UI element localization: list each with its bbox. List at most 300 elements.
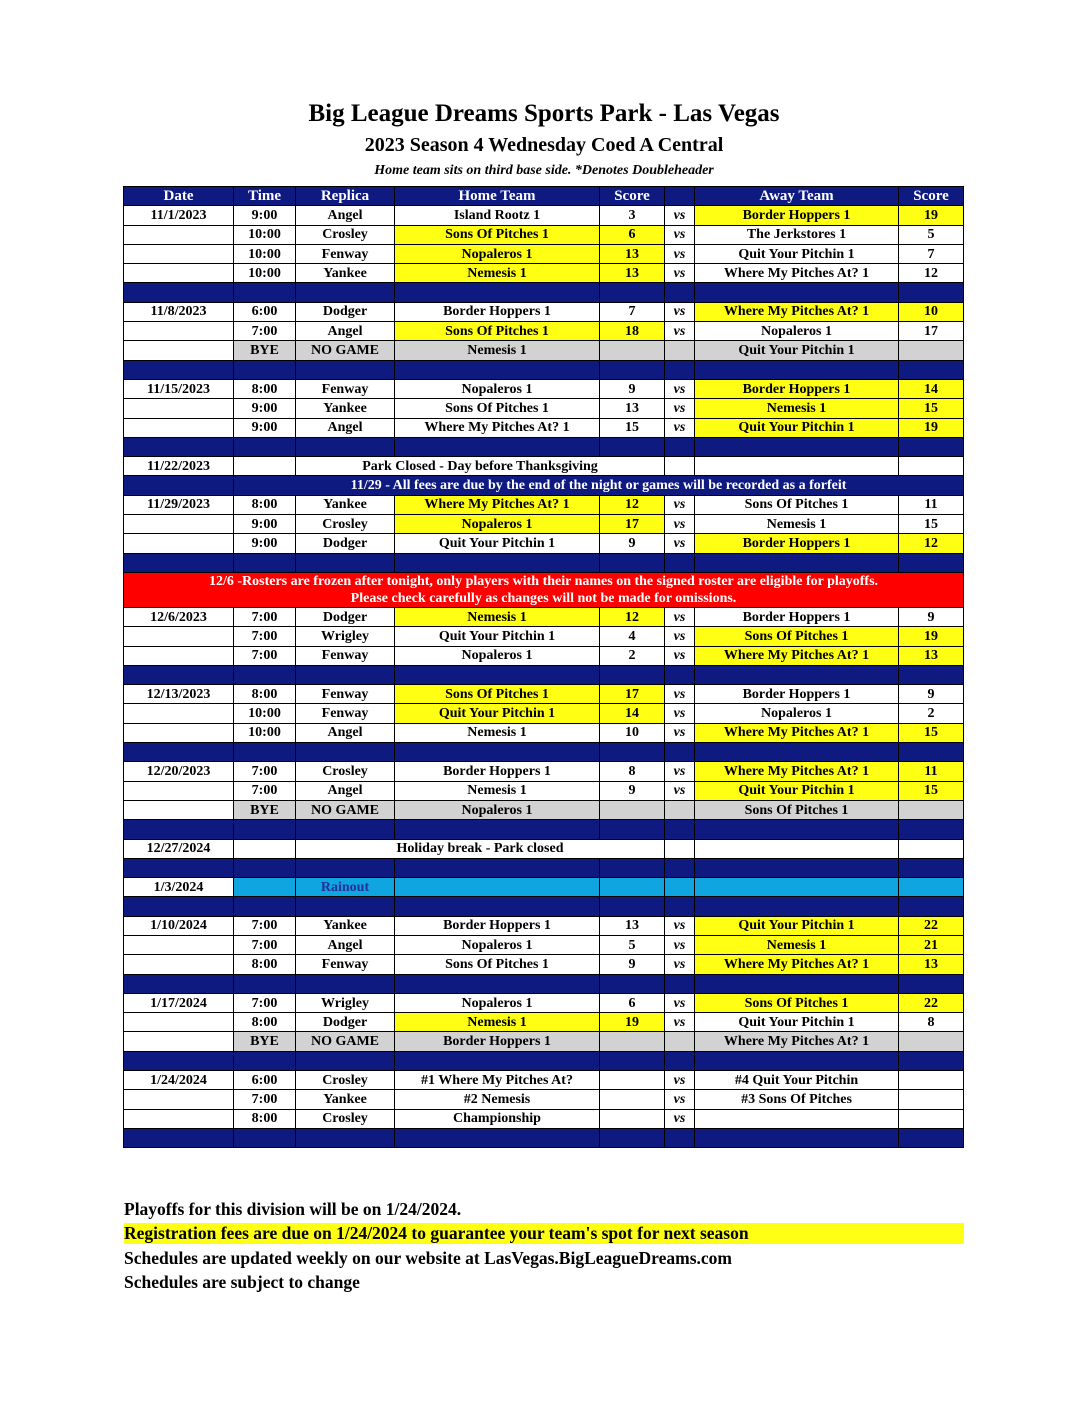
field-cell: Angel <box>296 935 395 954</box>
home-score-cell: 6 <box>600 225 665 244</box>
field-cell: Fenway <box>296 685 395 704</box>
home-team-cell: Nopaleros 1 <box>395 646 600 665</box>
vs-cell: vs <box>665 206 695 225</box>
game-row <box>124 993 964 1012</box>
separator-cell <box>234 665 296 684</box>
home-score-cell: 12 <box>600 495 665 514</box>
game-row <box>124 244 964 263</box>
separator-cell <box>124 665 234 684</box>
rainout-cell <box>600 878 665 897</box>
home-score-cell: 13 <box>600 916 665 935</box>
time-cell <box>234 839 296 858</box>
date-cell <box>124 1013 234 1032</box>
vs-cell: vs <box>665 379 695 398</box>
field-cell: Dodger <box>296 302 395 321</box>
game-row <box>124 781 964 800</box>
game-row <box>124 418 964 437</box>
home-score-cell: 9 <box>600 534 665 553</box>
col-vs-header <box>665 187 695 206</box>
separator-cell <box>899 1051 964 1070</box>
away-team-cell: Border Hoppers 1 <box>695 379 899 398</box>
away-score-cell: 2 <box>899 704 964 723</box>
field-cell: Angel <box>296 723 395 742</box>
rainout-cell <box>395 878 600 897</box>
separator-cell <box>899 360 964 379</box>
time-cell: 8:00 <box>234 1109 296 1128</box>
schedule-body <box>124 206 964 1148</box>
fees-notice-row <box>124 476 964 495</box>
vs-cell <box>665 839 695 858</box>
game-row <box>124 302 964 321</box>
home-team-cell: Border Hoppers 1 <box>395 302 600 321</box>
separator-cell <box>695 820 899 839</box>
home-team-cell: Nopaleros 1 <box>395 515 600 534</box>
home-score-cell: 19 <box>600 1013 665 1032</box>
week-separator-row <box>124 283 964 302</box>
separator-cell <box>124 858 234 877</box>
away-team-cell: #3 Sons Of Pitches <box>695 1090 899 1109</box>
home-score-cell <box>600 1071 665 1090</box>
separator-cell <box>695 897 899 916</box>
separator-cell <box>899 820 964 839</box>
separator-cell <box>695 1128 899 1147</box>
home-team-cell: Nopaleros 1 <box>395 993 600 1012</box>
header-row <box>124 187 964 206</box>
game-row <box>124 206 964 225</box>
date-cell: 11/1/2023 <box>124 206 234 225</box>
vs-cell <box>665 457 695 476</box>
away-score-cell <box>899 457 964 476</box>
away-score-cell: 15 <box>899 515 964 534</box>
date-cell: 12/27/2024 <box>124 839 234 858</box>
date-cell: 12/20/2023 <box>124 762 234 781</box>
separator-cell <box>395 1051 600 1070</box>
game-row <box>124 935 964 954</box>
home-score-cell: 13 <box>600 399 665 418</box>
vs-cell: vs <box>665 704 695 723</box>
separator-cell <box>234 283 296 302</box>
roster-alert <box>124 572 964 607</box>
separator-cell <box>695 743 899 762</box>
separator-cell <box>296 437 395 456</box>
registration-note: Registration fees are due on 1/24/2024 to guarantee your team's spot for next season <box>124 1223 964 1244</box>
separator-cell <box>899 974 964 993</box>
away-team-cell: Where My Pitches At? 1 <box>695 264 899 283</box>
home-score-cell: 10 <box>600 723 665 742</box>
away-score-cell: 10 <box>899 302 964 321</box>
home-team-cell: Sons Of Pitches 1 <box>395 955 600 974</box>
home-score-cell: 14 <box>600 704 665 723</box>
separator-cell <box>234 858 296 877</box>
game-row <box>124 322 964 341</box>
week-separator-row <box>124 897 964 916</box>
vs-cell: vs <box>665 762 695 781</box>
separator-cell <box>899 743 964 762</box>
field-cell: Crosley <box>296 762 395 781</box>
date-cell <box>124 244 234 263</box>
rainout-label: Rainout <box>296 878 395 897</box>
date-cell <box>124 1032 234 1051</box>
game-row <box>124 627 964 646</box>
separator-cell <box>234 360 296 379</box>
time-cell <box>234 878 296 897</box>
game-row <box>124 646 964 665</box>
home-team-cell: Border Hoppers 1 <box>395 916 600 935</box>
away-score-cell <box>899 800 964 819</box>
field-cell: Yankee <box>296 264 395 283</box>
home-score-cell: 13 <box>600 244 665 263</box>
home-score-cell: 7 <box>600 302 665 321</box>
separator-cell <box>695 283 899 302</box>
field-cell: Fenway <box>296 955 395 974</box>
away-score-cell: 9 <box>899 685 964 704</box>
separator-cell <box>695 858 899 877</box>
date-cell: 1/24/2024 <box>124 1071 234 1090</box>
away-score-cell: 14 <box>899 379 964 398</box>
away-score-cell: 21 <box>899 935 964 954</box>
field-cell: Fenway <box>296 244 395 263</box>
separator-cell <box>695 1051 899 1070</box>
separator-cell <box>600 665 665 684</box>
away-team-cell: Sons Of Pitches 1 <box>695 800 899 819</box>
col-date-header: Date <box>124 187 234 206</box>
separator-cell <box>234 974 296 993</box>
home-team-cell: Sons Of Pitches 1 <box>395 225 600 244</box>
separator-cell <box>665 283 695 302</box>
vs-cell: vs <box>665 399 695 418</box>
home-team-cell: Nopaleros 1 <box>395 800 600 819</box>
away-score-cell <box>899 341 964 360</box>
closure-notice-row <box>124 839 964 858</box>
away-score-cell <box>899 1071 964 1090</box>
field-cell: NO GAME <box>296 800 395 819</box>
game-row <box>124 515 964 534</box>
time-cell: 7:00 <box>234 1090 296 1109</box>
away-team-cell: Where My Pitches At? 1 <box>695 1032 899 1051</box>
separator-cell <box>600 974 665 993</box>
separator-cell <box>296 820 395 839</box>
separator-cell <box>395 897 600 916</box>
separator-cell <box>124 1051 234 1070</box>
field-cell: Wrigley <box>296 627 395 646</box>
separator-cell <box>296 553 395 572</box>
game-row <box>124 607 964 626</box>
date-cell <box>124 225 234 244</box>
time-cell <box>234 457 296 476</box>
date-cell <box>124 955 234 974</box>
home-team-cell: Championship <box>395 1109 600 1128</box>
game-row <box>124 264 964 283</box>
time-cell: 7:00 <box>234 916 296 935</box>
away-score-cell: 22 <box>899 916 964 935</box>
away-team-cell: Border Hoppers 1 <box>695 685 899 704</box>
schedule-table <box>123 186 964 1148</box>
playoffs-note: Playoffs for this division will be on 1/24/2024. <box>124 1199 462 1219</box>
date-cell: 11/8/2023 <box>124 302 234 321</box>
time-cell: 7:00 <box>234 993 296 1012</box>
separator-cell <box>395 820 600 839</box>
vs-cell: vs <box>665 495 695 514</box>
closure-notice-row <box>124 457 964 476</box>
week-separator-row <box>124 820 964 839</box>
date-cell <box>124 646 234 665</box>
separator-cell <box>600 1051 665 1070</box>
time-cell: 8:00 <box>234 1013 296 1032</box>
time-cell: 10:00 <box>234 225 296 244</box>
bye-row <box>124 800 964 819</box>
date-cell <box>124 322 234 341</box>
separator-cell <box>600 1128 665 1147</box>
col-home-score-header: Score <box>600 187 665 206</box>
separator-cell <box>296 897 395 916</box>
week-separator-row <box>124 743 964 762</box>
home-team-cell: Quit Your Pitchin 1 <box>395 627 600 646</box>
time-cell: 8:00 <box>234 955 296 974</box>
time-cell: 7:00 <box>234 781 296 800</box>
col-time-header: Time <box>234 187 296 206</box>
separator-cell <box>665 897 695 916</box>
away-team-cell: Border Hoppers 1 <box>695 607 899 626</box>
away-score-cell: 11 <box>899 495 964 514</box>
home-score-cell: 13 <box>600 264 665 283</box>
away-score-cell: 5 <box>899 225 964 244</box>
separator-cell <box>234 1051 296 1070</box>
vs-cell <box>665 341 695 360</box>
vs-cell: vs <box>665 781 695 800</box>
away-team-cell: Sons Of Pitches 1 <box>695 627 899 646</box>
away-team-cell: Where My Pitches At? 1 <box>695 723 899 742</box>
game-row <box>124 955 964 974</box>
vs-cell: vs <box>665 322 695 341</box>
game-row <box>124 495 964 514</box>
week-separator-row <box>124 858 964 877</box>
home-team-cell: #2 Nemesis <box>395 1090 600 1109</box>
away-score-cell: 11 <box>899 762 964 781</box>
home-score-cell: 8 <box>600 762 665 781</box>
away-score-cell: 12 <box>899 264 964 283</box>
home-team-cell: Nopaleros 1 <box>395 379 600 398</box>
date-cell <box>124 1109 234 1128</box>
away-team-cell: Where My Pitches At? 1 <box>695 302 899 321</box>
date-cell: 1/10/2024 <box>124 916 234 935</box>
separator-cell <box>124 1128 234 1147</box>
time-cell: 6:00 <box>234 302 296 321</box>
separator-cell <box>395 437 600 456</box>
separator-cell <box>395 553 600 572</box>
date-cell <box>124 341 234 360</box>
field-cell: Yankee <box>296 399 395 418</box>
field-cell: Dodger <box>296 534 395 553</box>
home-score-cell: 9 <box>600 379 665 398</box>
separator-cell <box>124 553 234 572</box>
date-cell <box>124 935 234 954</box>
separator-cell <box>234 1128 296 1147</box>
separator-cell <box>124 743 234 762</box>
separator-cell <box>665 1128 695 1147</box>
away-score-cell: 19 <box>899 418 964 437</box>
date-cell <box>124 704 234 723</box>
away-team-cell: Quit Your Pitchin 1 <box>695 1013 899 1032</box>
separator-cell <box>600 743 665 762</box>
away-score-cell <box>899 1032 964 1051</box>
away-score-cell: 7 <box>899 244 964 263</box>
date-cell: 11/22/2023 <box>124 457 234 476</box>
separator-cell <box>600 553 665 572</box>
away-team-cell: Where My Pitches At? 1 <box>695 646 899 665</box>
date-cell: 1/3/2024 <box>124 878 234 897</box>
separator-cell <box>600 360 665 379</box>
date-cell: 12/6/2023 <box>124 607 234 626</box>
separator-cell <box>124 974 234 993</box>
field-cell: Yankee <box>296 1090 395 1109</box>
closure-notice: Holiday break - Park closed <box>296 839 665 858</box>
band-left-cell <box>124 476 234 495</box>
separator-cell <box>395 858 600 877</box>
home-score-cell: 6 <box>600 993 665 1012</box>
away-team-cell <box>695 1109 899 1128</box>
separator-cell <box>124 897 234 916</box>
field-cell: Fenway <box>296 379 395 398</box>
field-cell: Yankee <box>296 495 395 514</box>
date-cell <box>124 264 234 283</box>
home-team-cell: Nopaleros 1 <box>395 244 600 263</box>
home-score-cell: 15 <box>600 418 665 437</box>
vs-cell: vs <box>665 515 695 534</box>
separator-cell <box>695 553 899 572</box>
website-note: Schedules are updated weekly on our website at LasVegas.BigLeagueDreams.com <box>124 1248 732 1268</box>
separator-cell <box>665 553 695 572</box>
separator-cell <box>296 974 395 993</box>
away-team-cell: Quit Your Pitchin 1 <box>695 244 899 263</box>
week-separator-row <box>124 360 964 379</box>
away-team-cell: Nemesis 1 <box>695 515 899 534</box>
separator-cell <box>395 283 600 302</box>
week-separator-row <box>124 553 964 572</box>
game-row <box>124 1109 964 1128</box>
away-score-cell <box>899 1109 964 1128</box>
field-cell: Crosley <box>296 1071 395 1090</box>
vs-cell: vs <box>665 1013 695 1032</box>
separator-cell <box>899 553 964 572</box>
game-row <box>124 1071 964 1090</box>
home-team-cell: Nemesis 1 <box>395 723 600 742</box>
date-cell <box>124 418 234 437</box>
roster-alert-row <box>124 572 964 607</box>
vs-cell: vs <box>665 916 695 935</box>
away-team-cell: The Jerkstores 1 <box>695 225 899 244</box>
home-team-cell: Where My Pitches At? 1 <box>395 495 600 514</box>
game-row <box>124 704 964 723</box>
separator-cell <box>124 820 234 839</box>
schedule-change-note: Schedules are subject to change <box>124 1272 360 1292</box>
time-cell: 9:00 <box>234 418 296 437</box>
col-home-team-header: Home Team <box>395 187 600 206</box>
bye-row <box>124 1032 964 1051</box>
away-team-cell: Quit Your Pitchin 1 <box>695 916 899 935</box>
time-cell: 10:00 <box>234 244 296 263</box>
time-cell: 10:00 <box>234 723 296 742</box>
separator-cell <box>296 283 395 302</box>
home-team-cell: Border Hoppers 1 <box>395 762 600 781</box>
vs-cell: vs <box>665 1090 695 1109</box>
col-away-team-header: Away Team <box>695 187 899 206</box>
rainout-cell <box>899 878 964 897</box>
time-cell: 7:00 <box>234 762 296 781</box>
away-score-cell: 8 <box>899 1013 964 1032</box>
vs-cell: vs <box>665 1109 695 1128</box>
vs-cell: vs <box>665 1071 695 1090</box>
home-score-cell <box>600 1090 665 1109</box>
away-team-cell: Quit Your Pitchin 1 <box>695 341 899 360</box>
roster-alert-line-2: Please check carefully as changes will not be made for omissions. <box>350 590 737 606</box>
home-team-cell: #1 Where My Pitches At? <box>395 1071 600 1090</box>
field-cell: NO GAME <box>296 341 395 360</box>
separator-cell <box>695 665 899 684</box>
separator-cell <box>665 820 695 839</box>
away-team-cell: Where My Pitches At? 1 <box>695 955 899 974</box>
separator-cell <box>600 858 665 877</box>
home-team-cell: Nemesis 1 <box>395 264 600 283</box>
away-score-cell: 19 <box>899 627 964 646</box>
away-team-cell: Nemesis 1 <box>695 935 899 954</box>
away-score-cell: 9 <box>899 607 964 626</box>
home-score-cell: 9 <box>600 781 665 800</box>
game-row <box>124 534 964 553</box>
separator-cell <box>296 858 395 877</box>
home-team-cell: Nemesis 1 <box>395 607 600 626</box>
field-cell: Crosley <box>296 515 395 534</box>
home-score-cell: 9 <box>600 955 665 974</box>
away-team-cell: Border Hoppers 1 <box>695 206 899 225</box>
date-cell <box>124 399 234 418</box>
vs-cell: vs <box>665 935 695 954</box>
time-cell: 8:00 <box>234 495 296 514</box>
separator-cell <box>899 858 964 877</box>
field-cell: Dodger <box>296 607 395 626</box>
separator-cell <box>296 360 395 379</box>
away-score-cell <box>899 1090 964 1109</box>
fees-notice: 11/29 - All fees are due by the end of the night or games will be recorded as a forfeit <box>234 476 964 495</box>
date-cell <box>124 1090 234 1109</box>
date-cell: 12/13/2023 <box>124 685 234 704</box>
time-cell: 7:00 <box>234 935 296 954</box>
home-score-cell: 2 <box>600 646 665 665</box>
vs-cell: vs <box>665 685 695 704</box>
week-separator-row <box>124 437 964 456</box>
date-cell <box>124 534 234 553</box>
time-cell: BYE <box>234 800 296 819</box>
time-cell: 9:00 <box>234 206 296 225</box>
page-subtitle: 2023 Season 4 Wednesday Coed A Central <box>364 134 724 156</box>
separator-cell <box>600 897 665 916</box>
time-cell: 7:00 <box>234 607 296 626</box>
home-team-cell: Quit Your Pitchin 1 <box>395 534 600 553</box>
home-team-cell: Sons Of Pitches 1 <box>395 685 600 704</box>
time-cell: 9:00 <box>234 515 296 534</box>
away-score-cell: 12 <box>899 534 964 553</box>
away-team-cell: Nopaleros 1 <box>695 322 899 341</box>
game-row <box>124 916 964 935</box>
separator-cell <box>665 1051 695 1070</box>
field-cell: NO GAME <box>296 1032 395 1051</box>
home-score-cell: 3 <box>600 206 665 225</box>
vs-cell: vs <box>665 418 695 437</box>
home-score-cell <box>600 1032 665 1051</box>
vs-cell: vs <box>665 244 695 263</box>
away-team-cell <box>695 839 899 858</box>
time-cell: 10:00 <box>234 704 296 723</box>
separator-cell <box>395 974 600 993</box>
